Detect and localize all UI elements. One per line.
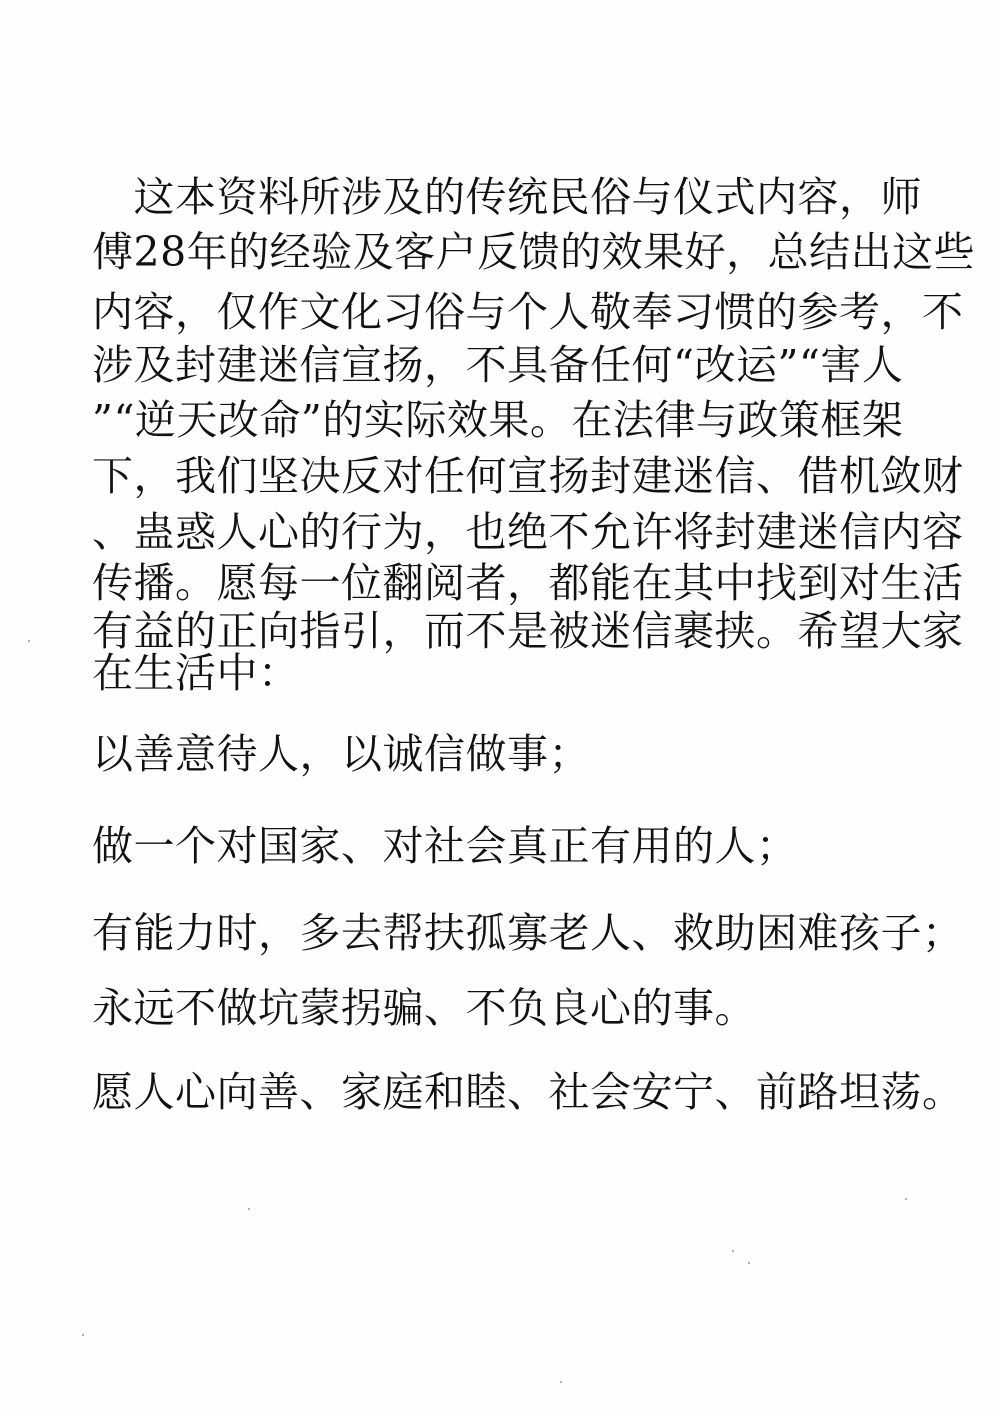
- paragraph-line: 这本资料所涉及的传统民俗与仪式内容，师: [92, 173, 922, 221]
- wish-line: 愿人心向善、家庭和睦、社会安宁、前路坦荡。: [92, 1068, 964, 1116]
- scan-speck: [28, 640, 30, 642]
- scan-speck: [560, 1381, 562, 1383]
- paragraph-line: 在生活中：: [92, 649, 300, 697]
- paragraph-line: 涉及封建迷信宣扬，不具备任何“改运”“害人: [92, 341, 904, 389]
- scan-speck: [748, 1262, 750, 1264]
- paragraph-line: ”“逆天改命”的实际效果。在法律与政策框架: [92, 396, 904, 444]
- wish-line: 以善意待人，以诚信做事；: [92, 730, 590, 778]
- wish-line: 有能力时，多去帮扶孤寡老人、救助困难孩子；: [92, 909, 964, 957]
- scan-speck: [905, 1198, 907, 1200]
- paragraph-line: 传播。愿每一位翻阅者，都能在其中找到对生活: [92, 559, 964, 607]
- paragraph-line: 下，我们坚决反对任何宣扬封建迷信、借机敛财: [92, 452, 964, 500]
- scan-speck: [82, 1334, 84, 1336]
- paragraph-line: 内容，仅作文化习俗与个人敬奉习惯的参考，不: [92, 288, 964, 336]
- paragraph-line: 傅28年的经验及客户反馈的效果好，总结出这些: [92, 228, 976, 276]
- scan-speck: [732, 1250, 734, 1252]
- paragraph-line: 、蛊惑人心的行为，也绝不允许将封建迷信内容: [92, 508, 964, 556]
- scan-speck: [248, 1208, 250, 1210]
- wish-line: 做一个对国家、对社会真正有用的人；: [92, 822, 798, 870]
- wish-line: 永远不做坑蒙拐骗、不负良心的事。: [92, 984, 756, 1032]
- paragraph-line: 有益的正向指引，而不是被迷信裹挟。希望大家: [92, 607, 964, 655]
